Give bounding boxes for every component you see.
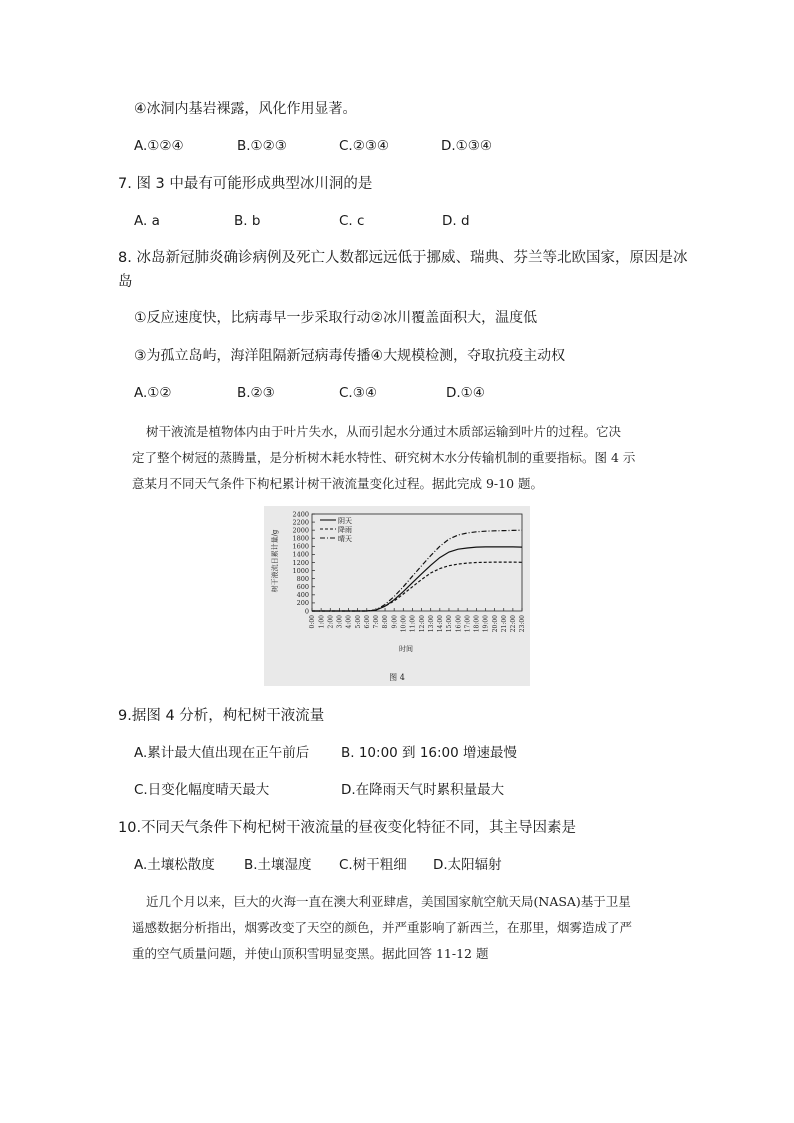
y-tick-label: 1400 xyxy=(292,550,309,559)
passage-line: 树干液流是植物体内由于叶片失水，从而引起水分通过木质部运输到叶片的过程。它决 xyxy=(146,424,622,439)
x-tick-label: 4:00 xyxy=(345,615,353,629)
option-b[interactable]: B.①②③ xyxy=(237,138,287,154)
q8-option-b[interactable]: B.②③ xyxy=(237,385,275,401)
q9-option-d[interactable]: D.在降雨天气时累积量最大 xyxy=(341,782,505,798)
y-tick-label: 200 xyxy=(296,599,309,608)
y-tick-label: 1600 xyxy=(292,542,309,551)
y-tick-label: 2400 xyxy=(292,510,309,519)
y-tick-label: 1200 xyxy=(292,558,309,567)
legend-label: 降雨 xyxy=(338,526,352,534)
x-tick-label: 10:00 xyxy=(400,615,408,633)
series-line-dashed xyxy=(312,562,522,611)
x-tick-label: 17:00 xyxy=(464,615,472,633)
x-tick-label: 19:00 xyxy=(482,615,490,633)
x-tick-label: 21:00 xyxy=(500,615,508,633)
q7-option-b[interactable]: B. b xyxy=(234,213,261,229)
q7-option-a[interactable]: A. a xyxy=(134,213,160,229)
q9-option-a[interactable]: A.累计最大值出现在正午前后 xyxy=(134,745,310,761)
y-tick-label: 600 xyxy=(296,583,309,592)
figure-4-chart xyxy=(264,506,530,686)
q8-stem-line1: 8. 冰岛新冠肺炎确诊病例及死亡人数都远远低于挪威、瑞典、芬兰等北欧国家，原因是冰 xyxy=(118,250,688,266)
chart-svg xyxy=(264,506,530,686)
q8-option-c[interactable]: C.③④ xyxy=(339,385,377,401)
legend-label: 晴天 xyxy=(338,535,352,543)
x-tick-label: 1:00 xyxy=(318,615,326,629)
q8-statement-line1: ①反应速度快，比病毒早一步采取行动②冰川覆盖面积大，温度低 xyxy=(134,310,538,326)
x-axis-label: 时间 xyxy=(399,645,413,653)
y-tick-label: 2200 xyxy=(292,518,309,527)
y-tick-label: 2000 xyxy=(292,526,309,535)
x-tick-label: 14:00 xyxy=(437,615,445,633)
x-tick-label: 20:00 xyxy=(491,615,499,633)
option-a[interactable]: A.①②④ xyxy=(134,138,184,154)
q10-option-b[interactable]: B.土壤湿度 xyxy=(244,857,312,873)
option-c[interactable]: C.②③④ xyxy=(339,138,390,154)
passage-wildfire xyxy=(132,889,686,967)
x-tick-label: 2:00 xyxy=(327,615,335,629)
x-tick-label: 8:00 xyxy=(382,615,390,629)
q7-stem: 7. 图 3 中最有可能形成典型冰川洞的是 xyxy=(118,176,373,192)
q9-stem: 9.据图 4 分析，枸杞树干液流量 xyxy=(118,708,325,724)
legend-label: 阴天 xyxy=(338,517,352,525)
q10-stem: 10.不同天气条件下枸杞树干液流量的昼夜变化特征不同，其主导因素是 xyxy=(118,820,577,836)
y-tick-label: 1800 xyxy=(292,534,309,543)
x-tick-label: 22:00 xyxy=(510,615,518,633)
q7-option-d[interactable]: D. d xyxy=(442,213,470,229)
passage-line: 重的空气质量问题，并使山顶积雪明显变黑。据此回答 11-12 题 xyxy=(132,946,489,961)
q7-option-c[interactable]: C. c xyxy=(339,213,365,229)
x-tick-label: 7:00 xyxy=(373,615,381,629)
q9-option-b[interactable]: B. 10:00 到 16:00 增速最慢 xyxy=(341,745,518,761)
x-tick-label: 15:00 xyxy=(446,615,454,633)
passage-sap-flow xyxy=(132,419,686,497)
q8-stem-line2: 岛 xyxy=(118,274,133,290)
x-tick-label: 11:00 xyxy=(409,615,417,633)
q8-option-a[interactable]: A.①② xyxy=(134,385,172,401)
y-axis-label: 树干液流日累计量/g xyxy=(271,529,279,593)
x-tick-label: 16:00 xyxy=(455,615,463,633)
option-d[interactable]: D.①③④ xyxy=(441,138,492,154)
passage-line: 遥感数据分析指出，烟雾改变了天空的颜色，并严重影响了新西兰，在那里，烟雾造成了严 xyxy=(132,920,633,935)
y-tick-label: 1000 xyxy=(292,566,309,575)
x-tick-label: 0:00 xyxy=(309,615,317,629)
q9-option-c[interactable]: C.日变化幅度晴天最大 xyxy=(134,782,270,798)
statement-4: ④冰洞内基岩裸露，风化作用显著。 xyxy=(134,101,357,117)
x-tick-label: 13:00 xyxy=(427,615,435,633)
series-line-solid xyxy=(312,547,522,611)
y-tick-label: 400 xyxy=(296,591,309,600)
q10-option-a[interactable]: A.土壤松散度 xyxy=(134,857,215,873)
y-tick-label: 800 xyxy=(296,574,309,583)
passage-line: 定了整个树冠的蒸腾量，是分析树木耗水特性、研究树木水分传输机制的重要指标。图 4 示 xyxy=(132,450,636,465)
q8-option-d[interactable]: D.①④ xyxy=(446,385,485,401)
x-tick-label: 23:00 xyxy=(519,615,527,633)
x-tick-label: 5:00 xyxy=(354,615,362,629)
x-tick-label: 12:00 xyxy=(418,615,426,633)
q10-option-c[interactable]: C.树干粗细 xyxy=(339,857,407,873)
x-tick-label: 3:00 xyxy=(336,615,344,629)
y-tick-label: 0 xyxy=(304,607,309,616)
passage-line: 意某月不同天气条件下枸杞累计树干液流量变化过程。据此完成 9-10 题。 xyxy=(132,476,544,491)
x-tick-label: 9:00 xyxy=(391,615,399,629)
q8-statement-line2: ③为孤立岛屿，海洋阻隔新冠病毒传播④大规模检测，夺取抗疫主动权 xyxy=(134,348,566,364)
q10-option-d[interactable]: D.太阳辐射 xyxy=(433,857,502,873)
figure-caption: 图 4 xyxy=(389,673,405,682)
x-tick-label: 18:00 xyxy=(473,615,481,633)
passage-line: 近几个月以来，巨大的火海一直在澳大利亚肆虐，美国国家航空航天局(NASA)基于卫星 xyxy=(146,894,631,909)
x-tick-label: 6:00 xyxy=(363,615,371,629)
